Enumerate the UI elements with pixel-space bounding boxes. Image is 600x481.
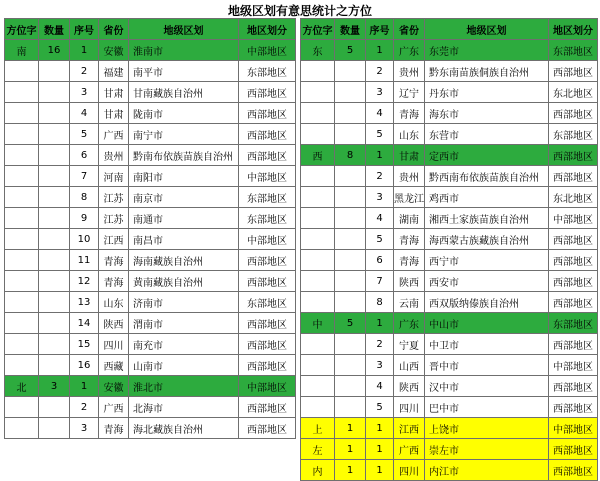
direction-cell[interactable] xyxy=(5,61,39,82)
region-cell[interactable]: 山南市 xyxy=(129,355,239,376)
area-cell[interactable]: 中部地区 xyxy=(239,229,296,250)
area-cell[interactable]: 西部地区 xyxy=(239,355,296,376)
province-cell[interactable]: 陕西 xyxy=(99,313,129,334)
count-cell[interactable]: 16 xyxy=(39,40,70,61)
header-province[interactable]: 省份 xyxy=(394,19,425,40)
table-row xyxy=(5,103,296,124)
area-cell[interactable]: 西部地区 xyxy=(239,334,296,355)
province-cell[interactable]: 陕西 xyxy=(394,271,425,292)
table-row xyxy=(5,271,296,292)
province-cell[interactable]: 广东 xyxy=(394,313,425,334)
table-row xyxy=(5,355,296,376)
count-cell[interactable] xyxy=(39,292,70,313)
table-row xyxy=(301,82,598,103)
table-row xyxy=(301,103,598,124)
header-region[interactable]: 地级区划 xyxy=(129,19,239,40)
header-seq[interactable]: 序号 xyxy=(366,19,394,40)
direction-cell[interactable] xyxy=(5,334,39,355)
count-cell[interactable] xyxy=(335,208,366,229)
province-cell[interactable]: 江苏 xyxy=(99,187,129,208)
count-cell[interactable] xyxy=(39,250,70,271)
count-cell[interactable]: 8 xyxy=(335,145,366,166)
direction-cell[interactable] xyxy=(301,229,335,250)
region-cell[interactable]: 南阳市 xyxy=(129,166,239,187)
header-area[interactable]: 地区划分 xyxy=(549,19,598,40)
count-cell[interactable] xyxy=(39,61,70,82)
table-row xyxy=(301,208,598,229)
header-area[interactable]: 地区划分 xyxy=(239,19,296,40)
area-cell[interactable]: 西部地区 xyxy=(549,250,598,271)
province-cell[interactable]: 西藏 xyxy=(99,355,129,376)
direction-cell[interactable] xyxy=(301,82,335,103)
table-row xyxy=(5,418,296,439)
table-row xyxy=(5,313,296,334)
province-cell[interactable]: 江西 xyxy=(394,418,425,439)
area-cell[interactable]: 西部地区 xyxy=(549,397,598,418)
count-cell[interactable] xyxy=(39,313,70,334)
area-cell[interactable]: 东部地区 xyxy=(549,40,598,61)
area-cell[interactable]: 西部地区 xyxy=(549,229,598,250)
region-cell[interactable]: 丹东市 xyxy=(425,82,549,103)
count-cell[interactable] xyxy=(39,397,70,418)
direction-cell[interactable] xyxy=(5,292,39,313)
area-cell[interactable]: 西部地区 xyxy=(239,103,296,124)
province-cell[interactable]: 安徽 xyxy=(99,376,129,397)
direction-cell[interactable] xyxy=(301,103,335,124)
seq-cell[interactable]: 1 xyxy=(366,145,394,166)
count-cell[interactable]: 1 xyxy=(335,460,366,481)
area-cell[interactable]: 西部地区 xyxy=(239,418,296,439)
seq-cell[interactable]: 3 xyxy=(366,82,394,103)
direction-cell[interactable]: 左 xyxy=(301,439,335,460)
region-cell[interactable]: 淮南市 xyxy=(129,40,239,61)
seq-cell[interactable]: 8 xyxy=(70,187,99,208)
seq-cell[interactable]: 5 xyxy=(70,124,99,145)
region-cell[interactable]: 渭南市 xyxy=(129,313,239,334)
direction-cell[interactable] xyxy=(301,166,335,187)
direction-cell[interactable]: 西 xyxy=(301,145,335,166)
header-direction[interactable]: 方位字 xyxy=(301,19,335,40)
direction-cell[interactable] xyxy=(301,61,335,82)
count-cell[interactable] xyxy=(335,376,366,397)
table-row xyxy=(5,397,296,418)
direction-cell[interactable] xyxy=(5,103,39,124)
direction-cell[interactable] xyxy=(301,187,335,208)
right-header-row xyxy=(301,19,598,40)
province-cell[interactable]: 甘肃 xyxy=(99,82,129,103)
region-cell[interactable]: 黔南布依族苗族自治州 xyxy=(129,145,239,166)
seq-cell[interactable]: 16 xyxy=(70,355,99,376)
direction-cell[interactable] xyxy=(5,418,39,439)
count-cell[interactable] xyxy=(39,229,70,250)
direction-cell[interactable] xyxy=(5,355,39,376)
direction-cell[interactable] xyxy=(301,397,335,418)
left-header-row xyxy=(5,19,296,40)
region-cell[interactable]: 海西蒙古族藏族自治州 xyxy=(425,229,549,250)
count-cell[interactable] xyxy=(39,145,70,166)
seq-cell[interactable]: 7 xyxy=(366,271,394,292)
seq-cell[interactable]: 3 xyxy=(70,82,99,103)
seq-cell[interactable]: 14 xyxy=(70,313,99,334)
seq-cell[interactable]: 13 xyxy=(70,292,99,313)
table-row xyxy=(301,229,598,250)
seq-cell[interactable]: 1 xyxy=(366,40,394,61)
region-cell[interactable]: 淮北市 xyxy=(129,376,239,397)
direction-cell[interactable] xyxy=(301,250,335,271)
province-cell[interactable]: 广西 xyxy=(99,397,129,418)
direction-cell[interactable] xyxy=(5,250,39,271)
table-row xyxy=(301,313,598,334)
table-row xyxy=(5,187,296,208)
table-row xyxy=(301,145,598,166)
direction-cell[interactable] xyxy=(5,82,39,103)
table-row xyxy=(301,355,598,376)
table-row xyxy=(5,40,296,61)
province-cell[interactable]: 宁夏 xyxy=(394,334,425,355)
area-cell[interactable]: 西部地区 xyxy=(549,166,598,187)
table-row xyxy=(301,40,598,61)
seq-cell[interactable]: 4 xyxy=(366,208,394,229)
area-cell[interactable]: 西部地区 xyxy=(549,460,598,481)
region-cell[interactable]: 黔西南布依族苗族自治州 xyxy=(425,166,549,187)
province-cell[interactable]: 贵州 xyxy=(394,61,425,82)
count-cell[interactable] xyxy=(39,124,70,145)
count-cell[interactable] xyxy=(39,103,70,124)
seq-cell[interactable]: 5 xyxy=(366,397,394,418)
region-cell[interactable]: 崇左市 xyxy=(425,439,549,460)
count-cell[interactable] xyxy=(335,250,366,271)
region-cell[interactable]: 海南藏族自治州 xyxy=(129,250,239,271)
region-cell[interactable]: 黄南藏族自治州 xyxy=(129,271,239,292)
direction-cell[interactable] xyxy=(5,229,39,250)
area-cell[interactable]: 东部地区 xyxy=(239,187,296,208)
table-row xyxy=(5,82,296,103)
direction-cell[interactable]: 北 xyxy=(5,376,39,397)
area-cell[interactable]: 中部地区 xyxy=(239,40,296,61)
seq-cell[interactable]: 1 xyxy=(70,376,99,397)
direction-cell[interactable] xyxy=(301,292,335,313)
count-cell[interactable] xyxy=(39,271,70,292)
area-cell[interactable]: 中部地区 xyxy=(239,166,296,187)
direction-cell[interactable] xyxy=(5,145,39,166)
province-cell[interactable]: 湖南 xyxy=(394,208,425,229)
region-cell[interactable]: 上饶市 xyxy=(425,418,549,439)
region-cell[interactable]: 西双版纳傣族自治州 xyxy=(425,292,549,313)
province-cell[interactable]: 广西 xyxy=(99,124,129,145)
province-cell[interactable]: 四川 xyxy=(99,334,129,355)
province-cell[interactable]: 四川 xyxy=(394,397,425,418)
region-cell[interactable]: 陇南市 xyxy=(129,103,239,124)
area-cell[interactable]: 东部地区 xyxy=(549,124,598,145)
region-cell[interactable]: 定西市 xyxy=(425,145,549,166)
left-table-body xyxy=(5,40,296,439)
region-cell[interactable]: 南平市 xyxy=(129,61,239,82)
count-cell[interactable]: 1 xyxy=(335,418,366,439)
area-cell[interactable]: 东部地区 xyxy=(239,292,296,313)
table-row xyxy=(5,376,296,397)
region-cell[interactable]: 汉中市 xyxy=(425,376,549,397)
seq-cell[interactable]: 1 xyxy=(366,460,394,481)
sheet-title: 地级区划有意思统计之方位 xyxy=(227,4,372,18)
area-cell[interactable]: 西部地区 xyxy=(239,313,296,334)
count-cell[interactable] xyxy=(335,166,366,187)
area-cell[interactable]: 西部地区 xyxy=(549,334,598,355)
province-cell[interactable]: 青海 xyxy=(99,271,129,292)
count-cell[interactable] xyxy=(335,187,366,208)
direction-cell[interactable] xyxy=(301,124,335,145)
count-cell[interactable] xyxy=(335,292,366,313)
region-cell[interactable]: 中卫市 xyxy=(425,334,549,355)
table-row xyxy=(301,376,598,397)
region-cell[interactable]: 内江市 xyxy=(425,460,549,481)
count-cell[interactable] xyxy=(335,82,366,103)
seq-cell[interactable]: 15 xyxy=(70,334,99,355)
seq-cell[interactable]: 9 xyxy=(70,208,99,229)
province-cell[interactable]: 贵州 xyxy=(99,145,129,166)
table-row xyxy=(5,124,296,145)
area-cell[interactable]: 东部地区 xyxy=(239,61,296,82)
province-cell[interactable]: 安徽 xyxy=(99,40,129,61)
region-cell[interactable]: 甘南藏族自治州 xyxy=(129,82,239,103)
area-cell[interactable]: 东北地区 xyxy=(549,82,598,103)
area-cell[interactable]: 西部地区 xyxy=(239,124,296,145)
area-cell[interactable]: 东北地区 xyxy=(549,187,598,208)
area-cell[interactable]: 西部地区 xyxy=(549,292,598,313)
province-cell[interactable]: 江西 xyxy=(99,229,129,250)
table-row xyxy=(5,229,296,250)
direction-cell[interactable]: 中 xyxy=(301,313,335,334)
seq-cell[interactable]: 12 xyxy=(70,271,99,292)
province-cell[interactable]: 青海 xyxy=(394,250,425,271)
seq-cell[interactable]: 1 xyxy=(366,439,394,460)
area-cell[interactable]: 中部地区 xyxy=(549,355,598,376)
header-count[interactable]: 数量 xyxy=(335,19,366,40)
seq-cell[interactable]: 3 xyxy=(70,418,99,439)
direction-cell[interactable] xyxy=(301,271,335,292)
direction-cell[interactable] xyxy=(5,187,39,208)
count-cell[interactable] xyxy=(335,103,366,124)
area-cell[interactable]: 西部地区 xyxy=(239,397,296,418)
region-cell[interactable]: 海北藏族自治州 xyxy=(129,418,239,439)
seq-cell[interactable]: 6 xyxy=(70,145,99,166)
seq-cell[interactable]: 7 xyxy=(70,166,99,187)
region-cell[interactable]: 湘西土家族苗族自治州 xyxy=(425,208,549,229)
region-cell[interactable]: 南宁市 xyxy=(129,124,239,145)
seq-cell[interactable]: 10 xyxy=(70,229,99,250)
region-cell[interactable]: 济南市 xyxy=(129,292,239,313)
seq-cell[interactable]: 1 xyxy=(366,313,394,334)
table-row xyxy=(301,292,598,313)
direction-cell[interactable] xyxy=(5,397,39,418)
seq-cell[interactable]: 6 xyxy=(366,250,394,271)
area-cell[interactable]: 西部地区 xyxy=(239,82,296,103)
region-cell[interactable]: 东营市 xyxy=(425,124,549,145)
region-cell[interactable]: 西宁市 xyxy=(425,250,549,271)
seq-cell[interactable]: 5 xyxy=(366,229,394,250)
region-cell[interactable]: 北海市 xyxy=(129,397,239,418)
province-cell[interactable]: 广东 xyxy=(394,40,425,61)
header-region[interactable]: 地级区划 xyxy=(425,19,549,40)
area-cell[interactable]: 中部地区 xyxy=(239,376,296,397)
province-cell[interactable]: 山东 xyxy=(99,292,129,313)
table-row xyxy=(301,334,598,355)
province-cell[interactable]: 青海 xyxy=(99,418,129,439)
area-cell[interactable]: 西部地区 xyxy=(239,271,296,292)
direction-cell[interactable]: 内 xyxy=(301,460,335,481)
region-cell[interactable]: 南京市 xyxy=(129,187,239,208)
province-cell[interactable]: 广西 xyxy=(394,439,425,460)
seq-cell[interactable]: 8 xyxy=(366,292,394,313)
count-cell[interactable]: 1 xyxy=(335,439,366,460)
table-row xyxy=(301,61,598,82)
table-row xyxy=(5,208,296,229)
province-cell[interactable]: 山西 xyxy=(394,355,425,376)
seq-cell[interactable]: 2 xyxy=(366,166,394,187)
region-cell[interactable]: 海东市 xyxy=(425,103,549,124)
count-cell[interactable]: 3 xyxy=(39,376,70,397)
province-cell[interactable]: 青海 xyxy=(99,250,129,271)
table-row xyxy=(5,334,296,355)
province-cell[interactable]: 四川 xyxy=(394,460,425,481)
seq-cell[interactable]: 2 xyxy=(366,61,394,82)
province-cell[interactable]: 福建 xyxy=(99,61,129,82)
count-cell[interactable] xyxy=(39,418,70,439)
seq-cell[interactable]: 4 xyxy=(366,376,394,397)
count-cell[interactable] xyxy=(335,334,366,355)
region-cell[interactable]: 中山市 xyxy=(425,313,549,334)
area-cell[interactable]: 西部地区 xyxy=(549,103,598,124)
region-cell[interactable]: 巴中市 xyxy=(425,397,549,418)
region-cell[interactable]: 晋中市 xyxy=(425,355,549,376)
direction-cell[interactable] xyxy=(301,355,335,376)
table-row xyxy=(301,271,598,292)
region-cell[interactable]: 东莞市 xyxy=(425,40,549,61)
seq-cell[interactable]: 3 xyxy=(366,355,394,376)
header-province[interactable]: 省份 xyxy=(99,19,129,40)
area-cell[interactable]: 西部地区 xyxy=(549,145,598,166)
seq-cell[interactable]: 2 xyxy=(366,334,394,355)
direction-cell[interactable] xyxy=(5,208,39,229)
count-cell[interactable] xyxy=(39,187,70,208)
count-cell[interactable] xyxy=(39,166,70,187)
region-cell[interactable]: 西安市 xyxy=(425,271,549,292)
header-seq[interactable]: 序号 xyxy=(70,19,99,40)
province-cell[interactable]: 甘肃 xyxy=(394,145,425,166)
seq-cell[interactable]: 11 xyxy=(70,250,99,271)
province-cell[interactable]: 贵州 xyxy=(394,166,425,187)
area-cell[interactable]: 西部地区 xyxy=(549,439,598,460)
area-cell[interactable]: 西部地区 xyxy=(549,61,598,82)
direction-cell[interactable] xyxy=(301,208,335,229)
count-cell[interactable] xyxy=(39,334,70,355)
direction-cell[interactable] xyxy=(5,166,39,187)
region-cell[interactable]: 鸡西市 xyxy=(425,187,549,208)
right-table-body xyxy=(301,40,598,481)
count-cell[interactable] xyxy=(335,229,366,250)
seq-cell[interactable]: 3 xyxy=(366,187,394,208)
table-row xyxy=(301,166,598,187)
header-direction[interactable]: 方位字 xyxy=(5,19,39,40)
region-cell[interactable]: 南昌市 xyxy=(129,229,239,250)
direction-cell[interactable]: 南 xyxy=(5,40,39,61)
area-cell[interactable]: 西部地区 xyxy=(239,145,296,166)
table-row xyxy=(301,439,598,460)
province-cell[interactable]: 山东 xyxy=(394,124,425,145)
province-cell[interactable]: 黑龙江 xyxy=(394,187,425,208)
seq-cell[interactable]: 2 xyxy=(70,397,99,418)
area-cell[interactable]: 西部地区 xyxy=(549,376,598,397)
table-row xyxy=(301,397,598,418)
area-cell[interactable]: 西部地区 xyxy=(239,250,296,271)
region-cell[interactable]: 黔东南苗族侗族自治州 xyxy=(425,61,549,82)
table-row xyxy=(301,418,598,439)
count-cell[interactable] xyxy=(39,355,70,376)
area-cell[interactable]: 东部地区 xyxy=(549,313,598,334)
area-cell[interactable]: 中部地区 xyxy=(549,208,598,229)
table-row xyxy=(5,61,296,82)
count-cell[interactable] xyxy=(335,397,366,418)
table-row xyxy=(5,250,296,271)
province-cell[interactable]: 青海 xyxy=(394,103,425,124)
province-cell[interactable]: 甘肃 xyxy=(99,103,129,124)
count-cell[interactable] xyxy=(39,208,70,229)
table-row xyxy=(301,250,598,271)
seq-cell[interactable]: 1 xyxy=(366,418,394,439)
direction-cell[interactable] xyxy=(301,376,335,397)
table-row xyxy=(301,460,598,481)
region-cell[interactable]: 南充市 xyxy=(129,334,239,355)
direction-cell[interactable] xyxy=(5,313,39,334)
seq-cell[interactable]: 4 xyxy=(366,103,394,124)
direction-cell[interactable]: 上 xyxy=(301,418,335,439)
table-row xyxy=(5,166,296,187)
direction-cell[interactable]: 东 xyxy=(301,40,335,61)
province-cell[interactable]: 陕西 xyxy=(394,376,425,397)
region-cell[interactable]: 南通市 xyxy=(129,208,239,229)
direction-cell[interactable] xyxy=(5,271,39,292)
seq-cell[interactable]: 5 xyxy=(366,124,394,145)
area-cell[interactable]: 西部地区 xyxy=(549,271,598,292)
province-cell[interactable]: 云南 xyxy=(394,292,425,313)
count-cell[interactable]: 5 xyxy=(335,40,366,61)
province-cell[interactable]: 辽宁 xyxy=(394,82,425,103)
table-row xyxy=(301,187,598,208)
area-cell[interactable]: 中部地区 xyxy=(549,418,598,439)
province-cell[interactable]: 江苏 xyxy=(99,208,129,229)
province-cell[interactable]: 河南 xyxy=(99,166,129,187)
seq-cell[interactable]: 2 xyxy=(70,61,99,82)
direction-cell[interactable] xyxy=(301,334,335,355)
count-cell[interactable] xyxy=(335,124,366,145)
count-cell[interactable]: 5 xyxy=(335,313,366,334)
count-cell[interactable] xyxy=(335,271,366,292)
count-cell[interactable] xyxy=(335,355,366,376)
seq-cell[interactable]: 1 xyxy=(70,40,99,61)
seq-cell[interactable]: 4 xyxy=(70,103,99,124)
left-table xyxy=(4,18,296,439)
header-count[interactable]: 数量 xyxy=(39,19,70,40)
table-row xyxy=(5,145,296,166)
right-table xyxy=(300,18,598,481)
count-cell[interactable] xyxy=(39,82,70,103)
count-cell[interactable] xyxy=(335,61,366,82)
direction-cell[interactable] xyxy=(5,124,39,145)
table-row xyxy=(5,292,296,313)
province-cell[interactable]: 青海 xyxy=(394,229,425,250)
area-cell[interactable]: 东部地区 xyxy=(239,208,296,229)
table-row xyxy=(301,124,598,145)
